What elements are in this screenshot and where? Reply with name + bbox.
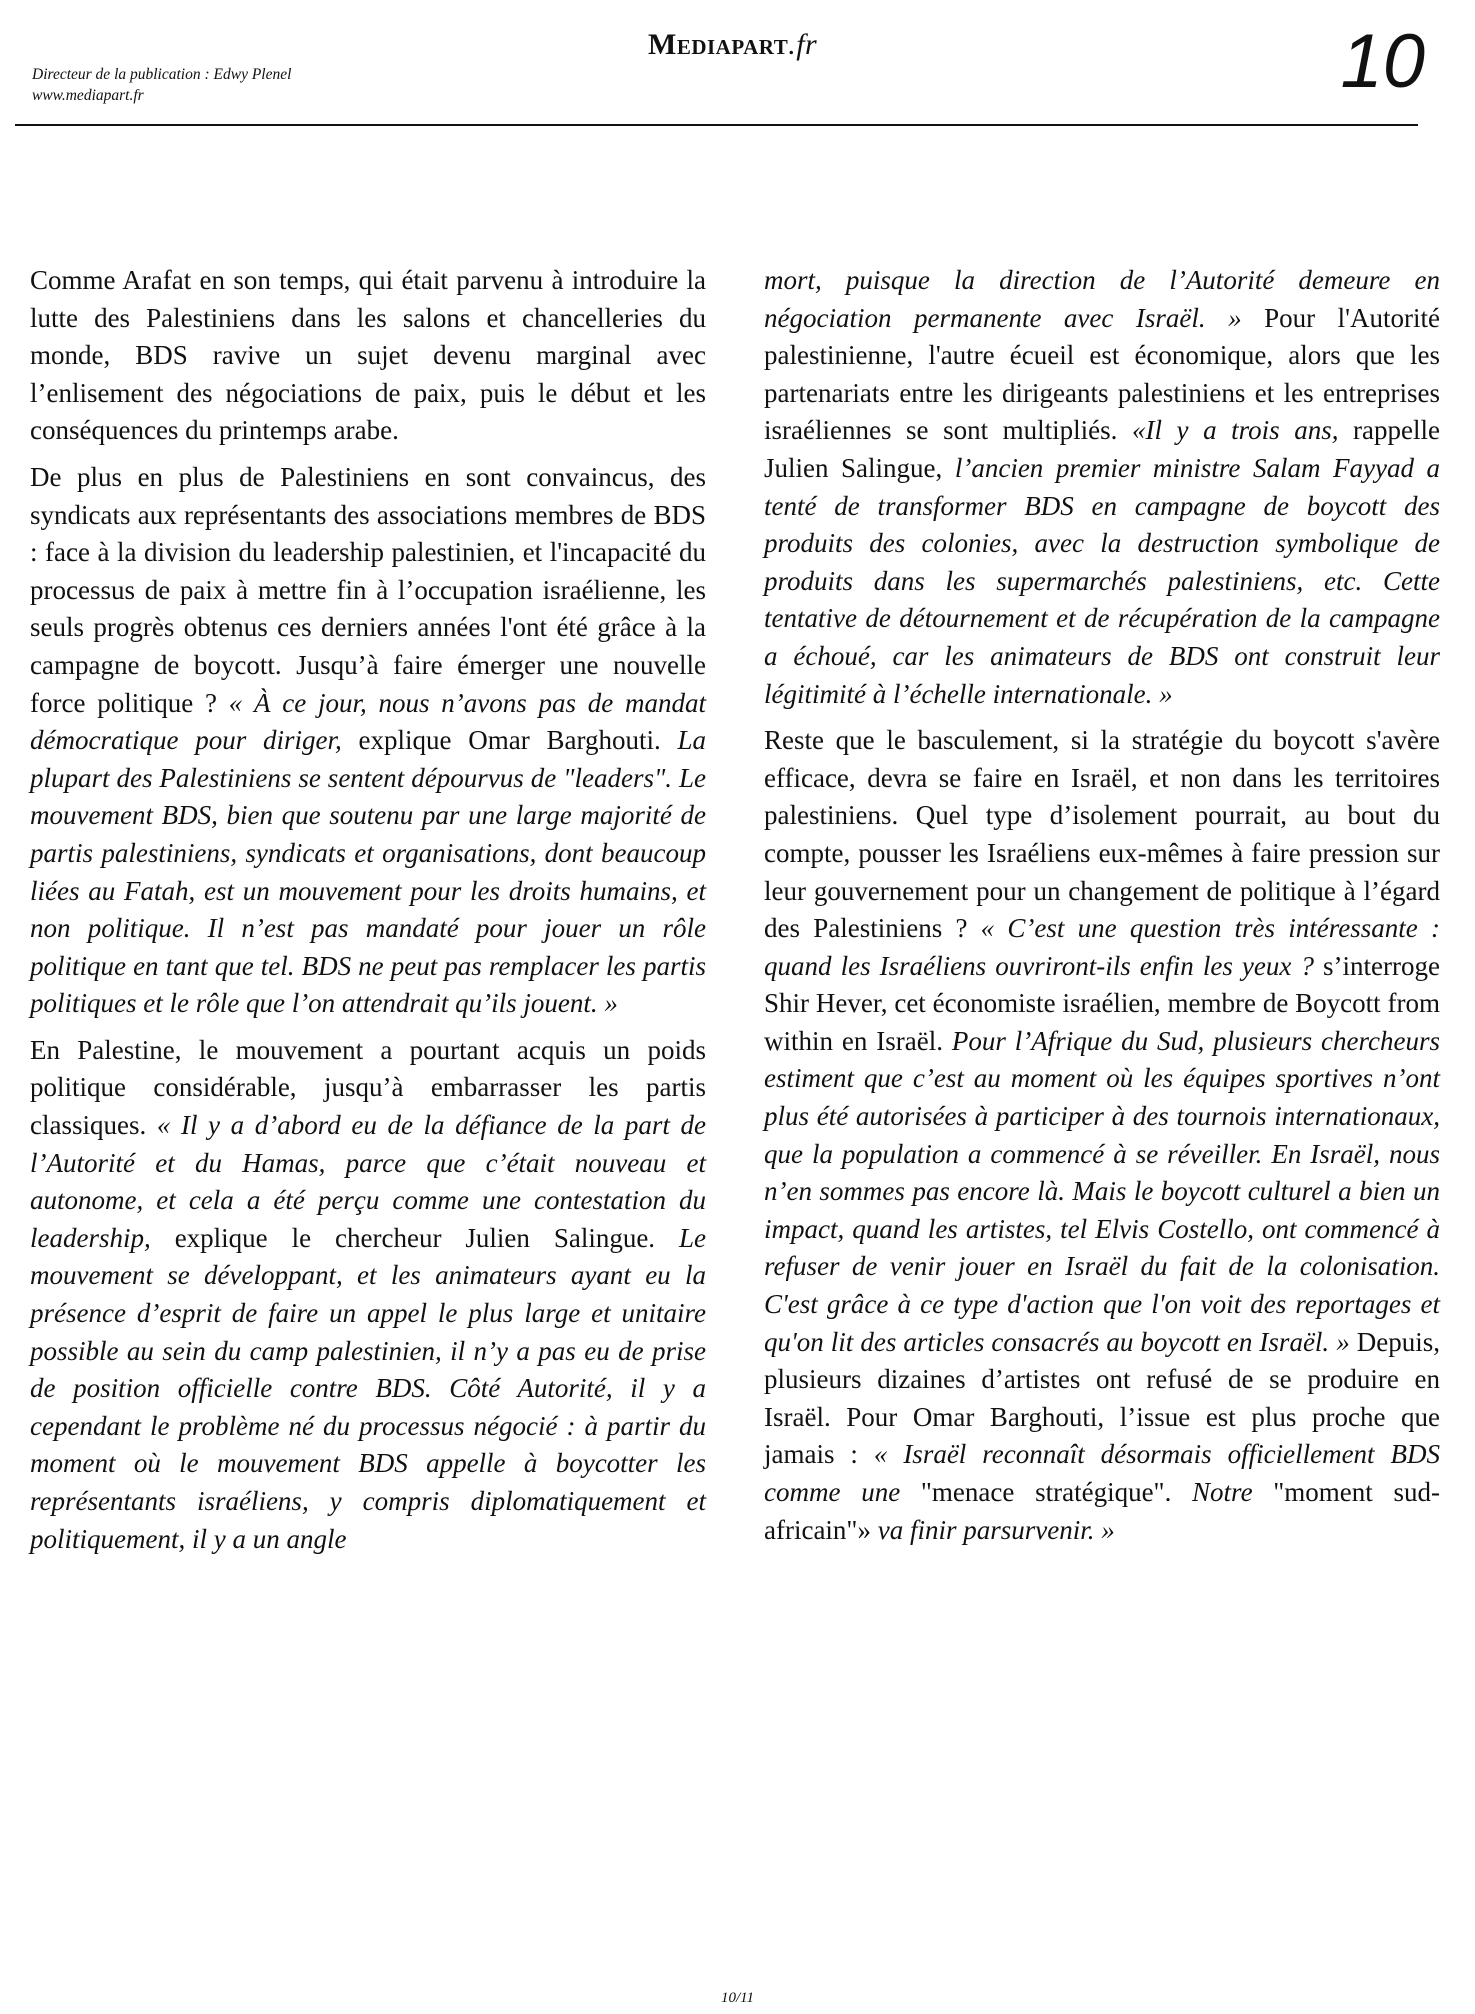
right-column [764, 262, 1440, 1558]
paragraph [764, 262, 1440, 713]
quote-text: « Israël reconnaît désormais officiellement BDS comme une [764, 1439, 1440, 1507]
paragraph-text: explique Omar Barghouti. [341, 725, 678, 756]
quote-text: l’ancien premier ministre Salam Fayyad a tenté de transformer BDS en campagne de boycott des produits des colonies, avec la destruction symbolique de produits dans les supermarchés palestiniens, etc. Cette tentative de détournement et de récupération de la campagne a échoué, car les animateurs de BDS ont construit leur légitimité à l’échelle internationale. » [764, 452, 1441, 709]
quote-text: Notre [1192, 1477, 1253, 1507]
page-number: 10 [1340, 19, 1425, 104]
paragraph-text: Pour l'Autorité palestinienne, l'autre écueil est économique, alors que les partenariats entre les dirigeants palestiniens et les entreprises israéliennes se sont multipliés. [764, 302, 1440, 446]
quote-text: va finir parsurvenir. » [877, 1514, 1115, 1545]
paragraph-text: s’interroge Shir Hever, cet économiste israélien, membre de Boycott from within en Israël. [764, 950, 1440, 1056]
paragraph [30, 1032, 706, 1558]
paragraph-text: En Palestine, le mouvement a pourtant acquis un poids politique considérable, jusqu’à embarrasser les partis classiques. [30, 1034, 706, 1141]
website-url: www.mediapart.fr [32, 87, 144, 104]
paragraph-text: "menace stratégique". [900, 1477, 1193, 1507]
publication-info [32, 64, 291, 106]
left-column [30, 262, 706, 1567]
page-indicator: 10/11 [720, 1990, 755, 2006]
quote-text: « Il y a d’abord eu de la défiance de la part de l’Autorité et du Hamas, parce que c’était nouveau et autonome, et cela a été perçu comme une contestation du leadership, [30, 1110, 707, 1253]
paragraph-text: De plus en plus de Palestiniens en sont convaincus, des syndicats aux représentants des associations membres de BDS : face à la division du leadership palestinien, et l'incapacité du processus de paix à mettre fin à l’occupation israélienne, les seuls progrès obtenus ces derniers années l'ont été grâce à la campagne de boycott. Jusqu’à faire émerger une nouvelle force politique ? [30, 461, 706, 718]
brand-name: Mediapart [648, 28, 789, 61]
brand-tld: .fr [788, 28, 818, 61]
paragraph-text: Reste que le basculement, si la stratégie du boycott s'avère efficace, devra se faire en Israël, et non dans les territoires palestiniens. Quel type d’isolement pourrait, au bout du compte, pousser les Israéliens eux-mêmes à faire pression sur leur gouvernement pour un changement de politique à l’égard des Palestiniens ? [764, 725, 1440, 944]
page-footer [0, 1990, 1475, 2007]
quote-text: «Il y a trois ans, [1131, 415, 1339, 446]
quote-text: Pour l’Afrique du Sud, plusieurs chercheurs estiment que c’est au moment où les équipes sportives n’ont plus été autorisées à participer à des tournois internationaux, que la population a commencé à se réveiller. En Israël, nous n’en sommes pas encore là. Mais le boycott culturel a bien un impact, quand les artistes, tel Elvis Costello, ont commencé à refuser de venir jouer en Israël du fait de la colonisation. C'est grâce à ce type d'action que l'on voit des reportages et qu'on lit des articles consacrés au boycott en Israël. » [764, 1025, 1440, 1357]
paragraph [764, 722, 1440, 1549]
page-header [0, 0, 1475, 130]
quote-text: « À ce jour, nous n’avons pas de mandat démocratique pour diriger, [30, 687, 706, 756]
header-divider [15, 124, 1418, 126]
paragraph [30, 262, 706, 450]
quote-text: mort, puisque la direction de l’Autorité demeure en négociation permanente avec Israël. » [764, 265, 1440, 333]
quote-text: « C’est une question très intéressante : quand les Israéliens ouvriront-ils enfin les yeux ? [764, 913, 1440, 981]
brand-logo [648, 28, 817, 62]
quote-text: La plupart des Palestiniens se sentent dépourvus de "leaders". Le mouvement BDS, bien que soutenu par une large majorité de partis palestiniens, syndicats et organisations, dont beaucoup liées au Fatah, est un mouvement pour les droits humains, et non politique. Il n’est pas mandaté pour jouer un rôle politique en tant que tel. BDS ne peut pas remplacer les partis politiques et le rôle que l’on attendrait qu’ils jouent. » [30, 725, 706, 1019]
paragraph [30, 459, 706, 1023]
quote-text: Le mouvement se développant, et les animateurs ayant eu la présence d’esprit de faire un appel le plus large et unitaire possible au sein du camp palestinien, il n’y a pas eu de prise de position officielle contre BDS. Côté Autorité, il y a cependant le problème né du processus négocié : à partir du moment où le mouvement BDS appelle à boycotter les représentants israéliens, y compris diplomatiquement et politiquement, il y a un angle [30, 1222, 706, 1554]
paragraph-text: Comme Arafat en son temps, qui était parvenu à introduire la lutte des Palestiniens dans les salons et chancelleries du monde, BDS ravive un sujet devenu marginal avec l’enlisement des négociations de paix, puis le début et les conséquences du printemps arabe. [30, 265, 706, 446]
paragraph-text: Depuis, plusieurs dizaines d’artistes ont refusé de se produire en Israël. Pour Omar Barghouti, l’issue est plus proche que jamais : [764, 1326, 1440, 1470]
publication-director: Directeur de la publication : Edwy Plenel [32, 66, 292, 83]
paragraph-text: rappelle Julien Salingue, [764, 415, 1440, 483]
paragraph-text: explique le chercheur Julien Salingue. [150, 1222, 679, 1253]
paragraph-text: "moment sud-africain"» [764, 1477, 1441, 1545]
